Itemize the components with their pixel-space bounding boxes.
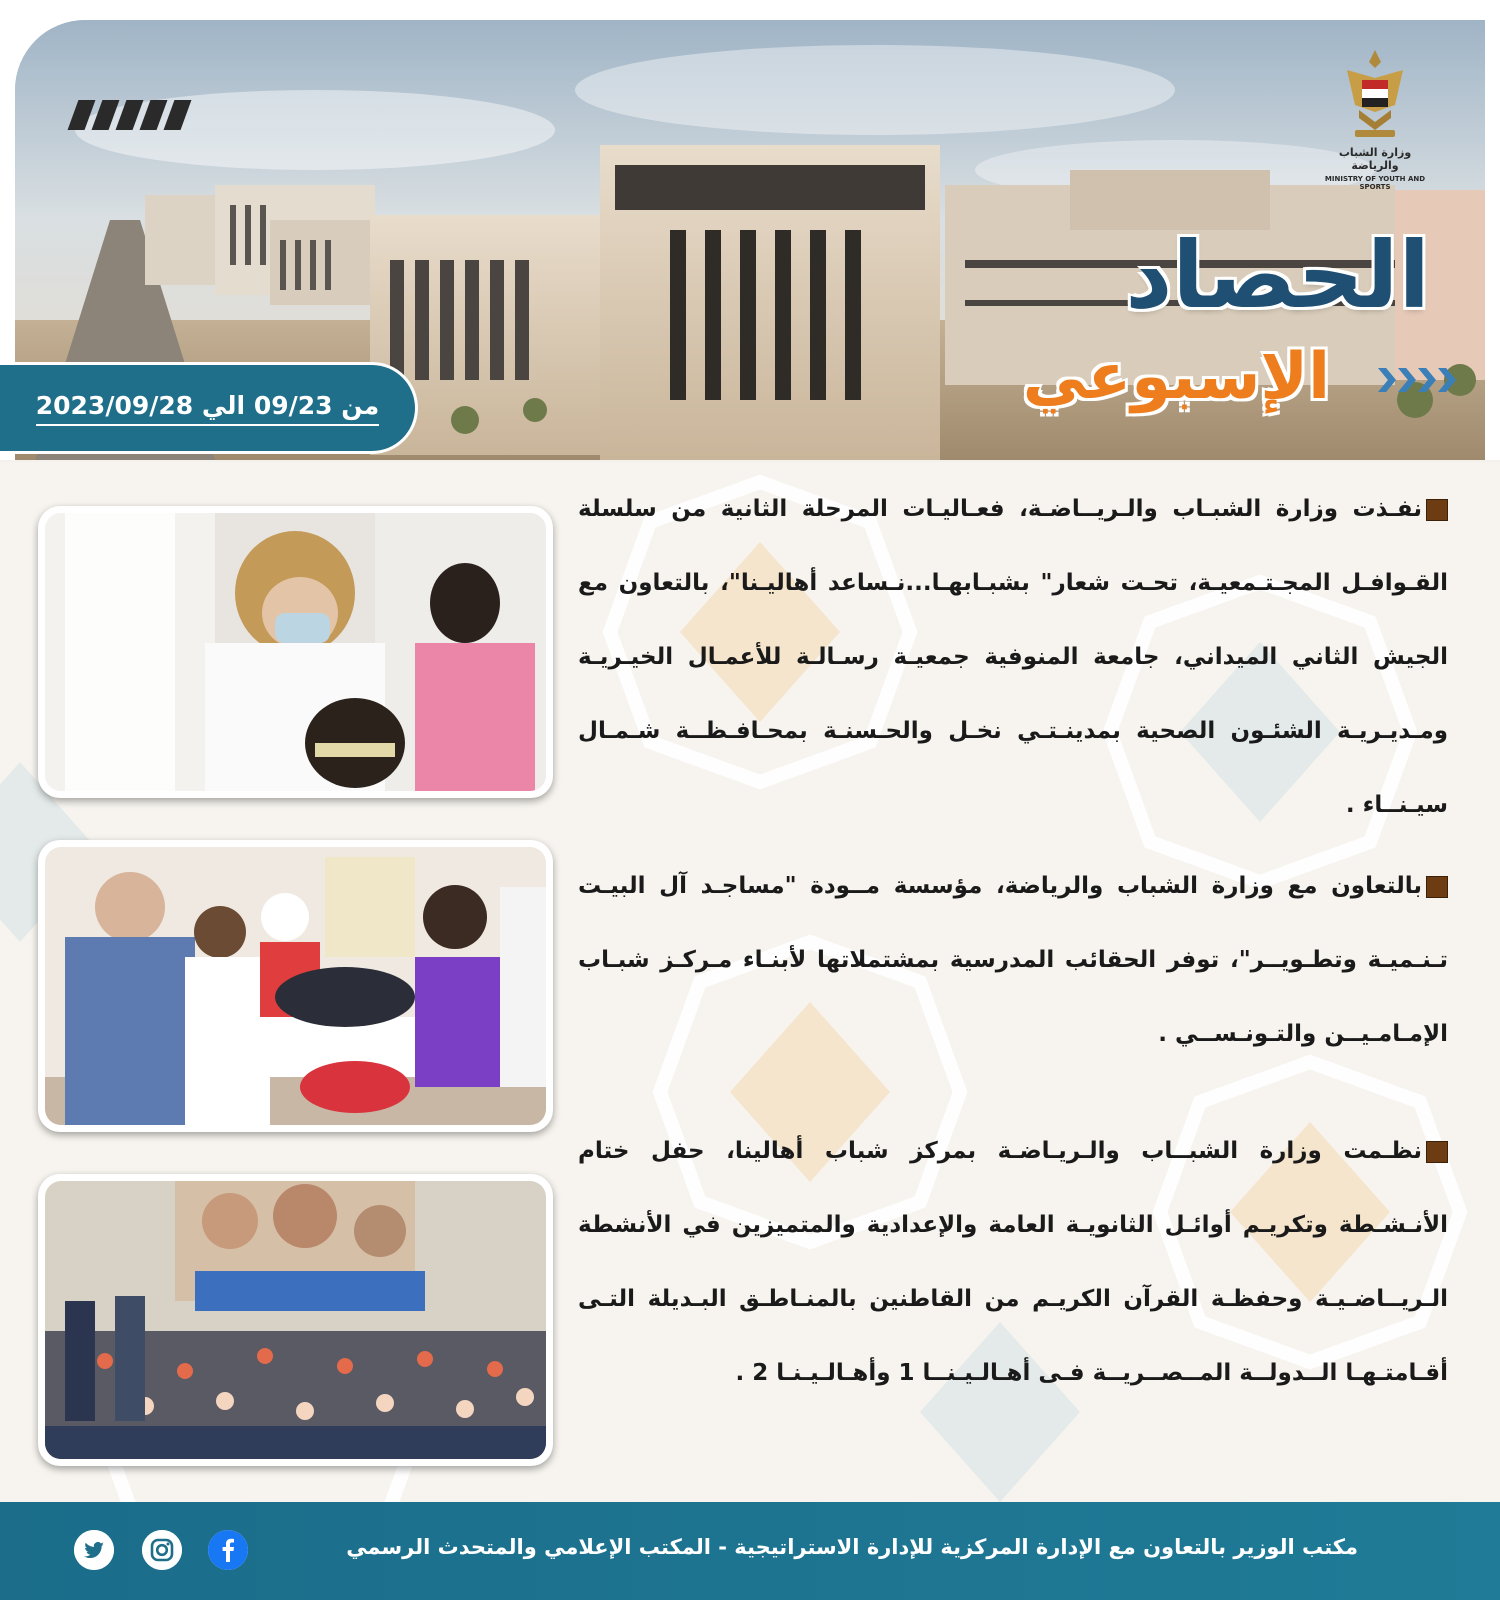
ministry-name-en: MINISTRY OF YOUTH AND SPORTS [1324,175,1426,191]
news-item-text: نفـذت وزارة الشبـاب والـريــاضـة، فعـاليـات المرحلة الثانية من سلسلة القـوافـل المجـتـمعيـة، تحـت شعار" بشبـابهـا...نـساعد أهاليـنا"، بالتعاون مع الجيش الثاني الميداني، جامعة المنوفية جمعيـة رسـالـة للأعمـال الخيـريـة ومـديـريـة الشئـون الصحية بمدينـتـي نخـل والحـسنـة بمحـافـظــة شـمـال سيـنــاء . [578,496,1448,818]
footer [0,1502,1500,1600]
page-title: الحصاد [1125,222,1430,329]
facebook-icon[interactable] [208,1530,248,1570]
instagram-icon[interactable] [142,1530,182,1570]
date-range-badge [0,362,418,454]
news-item-3 [578,1114,1448,1410]
eagle-emblem-icon [1345,50,1405,140]
photo-medical-caravan [38,506,553,798]
news-item-text: بالتعاون مع وزارة الشباب والرياضة، مؤسسة مــودة "مساجـد آل البيـت تـنـميـة وتطـويــر"، توفر الحقائب المدرسية بمشتملاتها لأبنـاء مـركـز شبـاب الإمـامـيــن والتـونـســي . [578,873,1448,1047]
page-subtitle: الإسبوعي [1022,340,1330,414]
bullet-square-icon [1426,499,1448,521]
date-range-text: من 09/23 الي 2023/09/28 [36,391,380,426]
bullet-square-icon [1426,1141,1448,1163]
bullet-square-icon [1426,876,1448,898]
ministry-logo [1315,50,1435,190]
header-banner [0,0,1500,460]
content-area [0,462,1500,1502]
decorative-stripes [73,100,186,130]
news-item-1 [578,472,1448,842]
photo-youth-center-event [38,1174,553,1466]
news-item-2 [578,849,1448,1071]
photo-school-bags [38,840,553,1132]
footer-credit: مكتب الوزير بالتعاون مع الإدارة المركزية للإدارة الاستراتيجية - المكتب الإعلامي والمتحدث الرسمي [346,1535,1358,1559]
news-item-text: نظـمت وزارة الشبــاب والـريـاضـة بمركز شباب أهالينا، حفل ختام الأنـشـطة وتكريـم أوائـل الثانويـة العامة والإعدادية والمتميزين في الأنشطة الـريــاضـيـة وحفظـة القرآن الكريـم من القاطنين بالمنـاطـق البـديلة التـى أقـامتـهـا الــدولــة المــصــريــة فـى أهـالـيـنــا 1 وأهـالـيـنـا 2 . [578,1138,1448,1386]
chevrons-icon [1378,368,1456,392]
ministry-name-ar: وزارة الشباب والرياضة [1338,146,1412,172]
twitter-icon[interactable] [74,1530,114,1570]
